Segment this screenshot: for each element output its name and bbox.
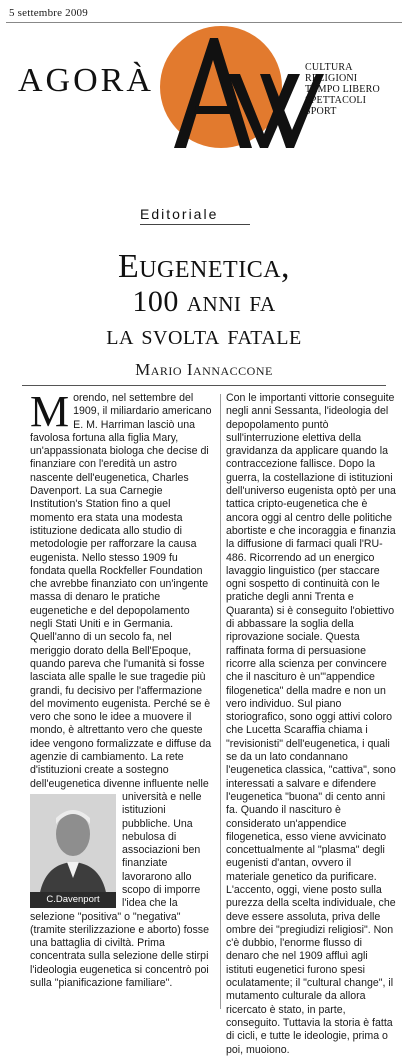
header-divider <box>6 22 402 23</box>
davenport-photo <box>30 794 116 908</box>
section-item: CULTURA <box>305 62 353 73</box>
section-item: TEMPO LIBERO <box>305 84 380 95</box>
headline-line-2: 100 anni fa <box>132 285 276 318</box>
article-intro-text: orendo, nel settembre del 1909, il miliardario americano E. M. Harriman lasciò una favolosa fortuna alla figlia Mary, un'appassionata biologa che decise di finanziare con l'eredità un astro nascente dell'eugenetica, Charles Davenport. La sua Carnegie Institution's Station fino a quel momento era stata una modesta istituzione dedicata allo studio di metodologie per rafforzare la causa eugenista. Nello stesso 1909 fu fondata quella Rockfeller Foundation che avrebbe finanziato con un'ingente massa di denaro le pratiche eugenetiche e del depopolamento negli Stati Uniti e in Germania. Quell'anno di un secolo fa, nel meriggio dorato della Bell'Epoque, quando pareva che l'umanità si fosse lasciata alle spalle le sue tragedie più grandi, fu decisivo per l'affermazione del movimento eugenista. Perché se è vero che sono le idee a muovere il mondo, è altrettanto vero che queste idee vengono formalizzate e diffuse da agenzie di cambiamento. La rete d'istituzioni create a sostegno dell'eugenetica divenne influente nelle <box>30 392 212 790</box>
article-continued-text: università e nelle istituzioni pubbliche. Una nebulosa di associazioni ben finanziate lavorarono allo scopo di imporre l'idea che la selezione "positiva" o "negativa" (tramite sterilizzazione e aborto) fosse una battaglia di civiltà. Prima concentrata sulla selezione delle stirpi l'ideologia eugenetica si concentrò poi sulla "pianificazione familiare". <box>30 790 209 990</box>
article-right-text: Con le importanti vittorie conseguite negli anni Sessanta, l'ideologia del depopolamento puntò sull'interruzione elettiva della gravidanza da applicare quando la contraccezione fallisce. Dopo la guerra, la costellazione di istituzioni dell'universo eugenista optò per una tattica cripto-eugenetica che è ancora oggi al centro delle politiche abortiste e che incoraggia e finanzia la diffusione di farmaci quali l'RU-486. Ricorrendo ad un energico lavaggio linguistico (per staccare ogni sospetto di continuità con le pratiche degli anni Trenta e Quaranta) si è conseguito l'obiettivo di abbassare la soglia della riprovazione sociale. Questa raffinata forma di persuasione ricorre alla scienza per convincere che il nascituro è un'"appendice filogenetica" della madre e non un vero individuo. Sul piano storiografico, sono oggi attivi coloro che Lucetta Scaraffia chiama i "revisionisti" dell'eugenetica, i quali se da un lato condannano l'eugenetica classica, "cattiva", sono interessati a salvare e difendere l'eugenetica "buona" di cento anni fa. Quando il nascituro è considerato un'appendice filogenetica, esso viene avvicinato concettualmente al "plasma" degli eugenisti d'antan, ovvero il materiale genetico da purificare. L'accento, oggi, viene posto sulla purezza della scelta individuale, che deve essere assoluta, priva delle ombre dei "pregiudizi religiosi". Non c'è dubbio, l'enorme flusso di denaro che nel 1909 affluì agli istituti eugenetici furono spesi oculatamente; il "cultural change", il mutamento culturale da allora ricercato è stato, in parte, conseguito. Tuttavia la storia è fatta di cicli, e tutte le ideologie, prima o poi, muoiono. <box>226 392 396 1056</box>
section-item: SPETTACOLI <box>305 95 367 106</box>
section-item: RELIGIONI <box>305 73 358 84</box>
publication-date: 5 settembre 2009 <box>9 7 88 19</box>
byline: Mario Iannaccone <box>135 360 273 379</box>
drop-cap: M <box>30 387 70 436</box>
portrait-icon <box>30 794 116 908</box>
masthead-title: AGORÀ <box>18 62 154 99</box>
column-divider <box>220 394 221 1009</box>
headline-line-1: Eugenetica, <box>117 248 291 285</box>
section-item: SPORT <box>305 106 337 117</box>
section-list <box>305 62 380 117</box>
photo-caption: C.Davenport <box>30 892 116 908</box>
agora-logo-mark <box>166 30 326 150</box>
rubric-divider <box>140 224 250 225</box>
headline-line-3: la svolta fatale <box>106 320 302 351</box>
article-column-left <box>30 387 214 1012</box>
rubric-label: Editoriale <box>140 206 219 222</box>
article-column-right <box>226 392 396 1056</box>
byline-divider <box>22 385 386 386</box>
